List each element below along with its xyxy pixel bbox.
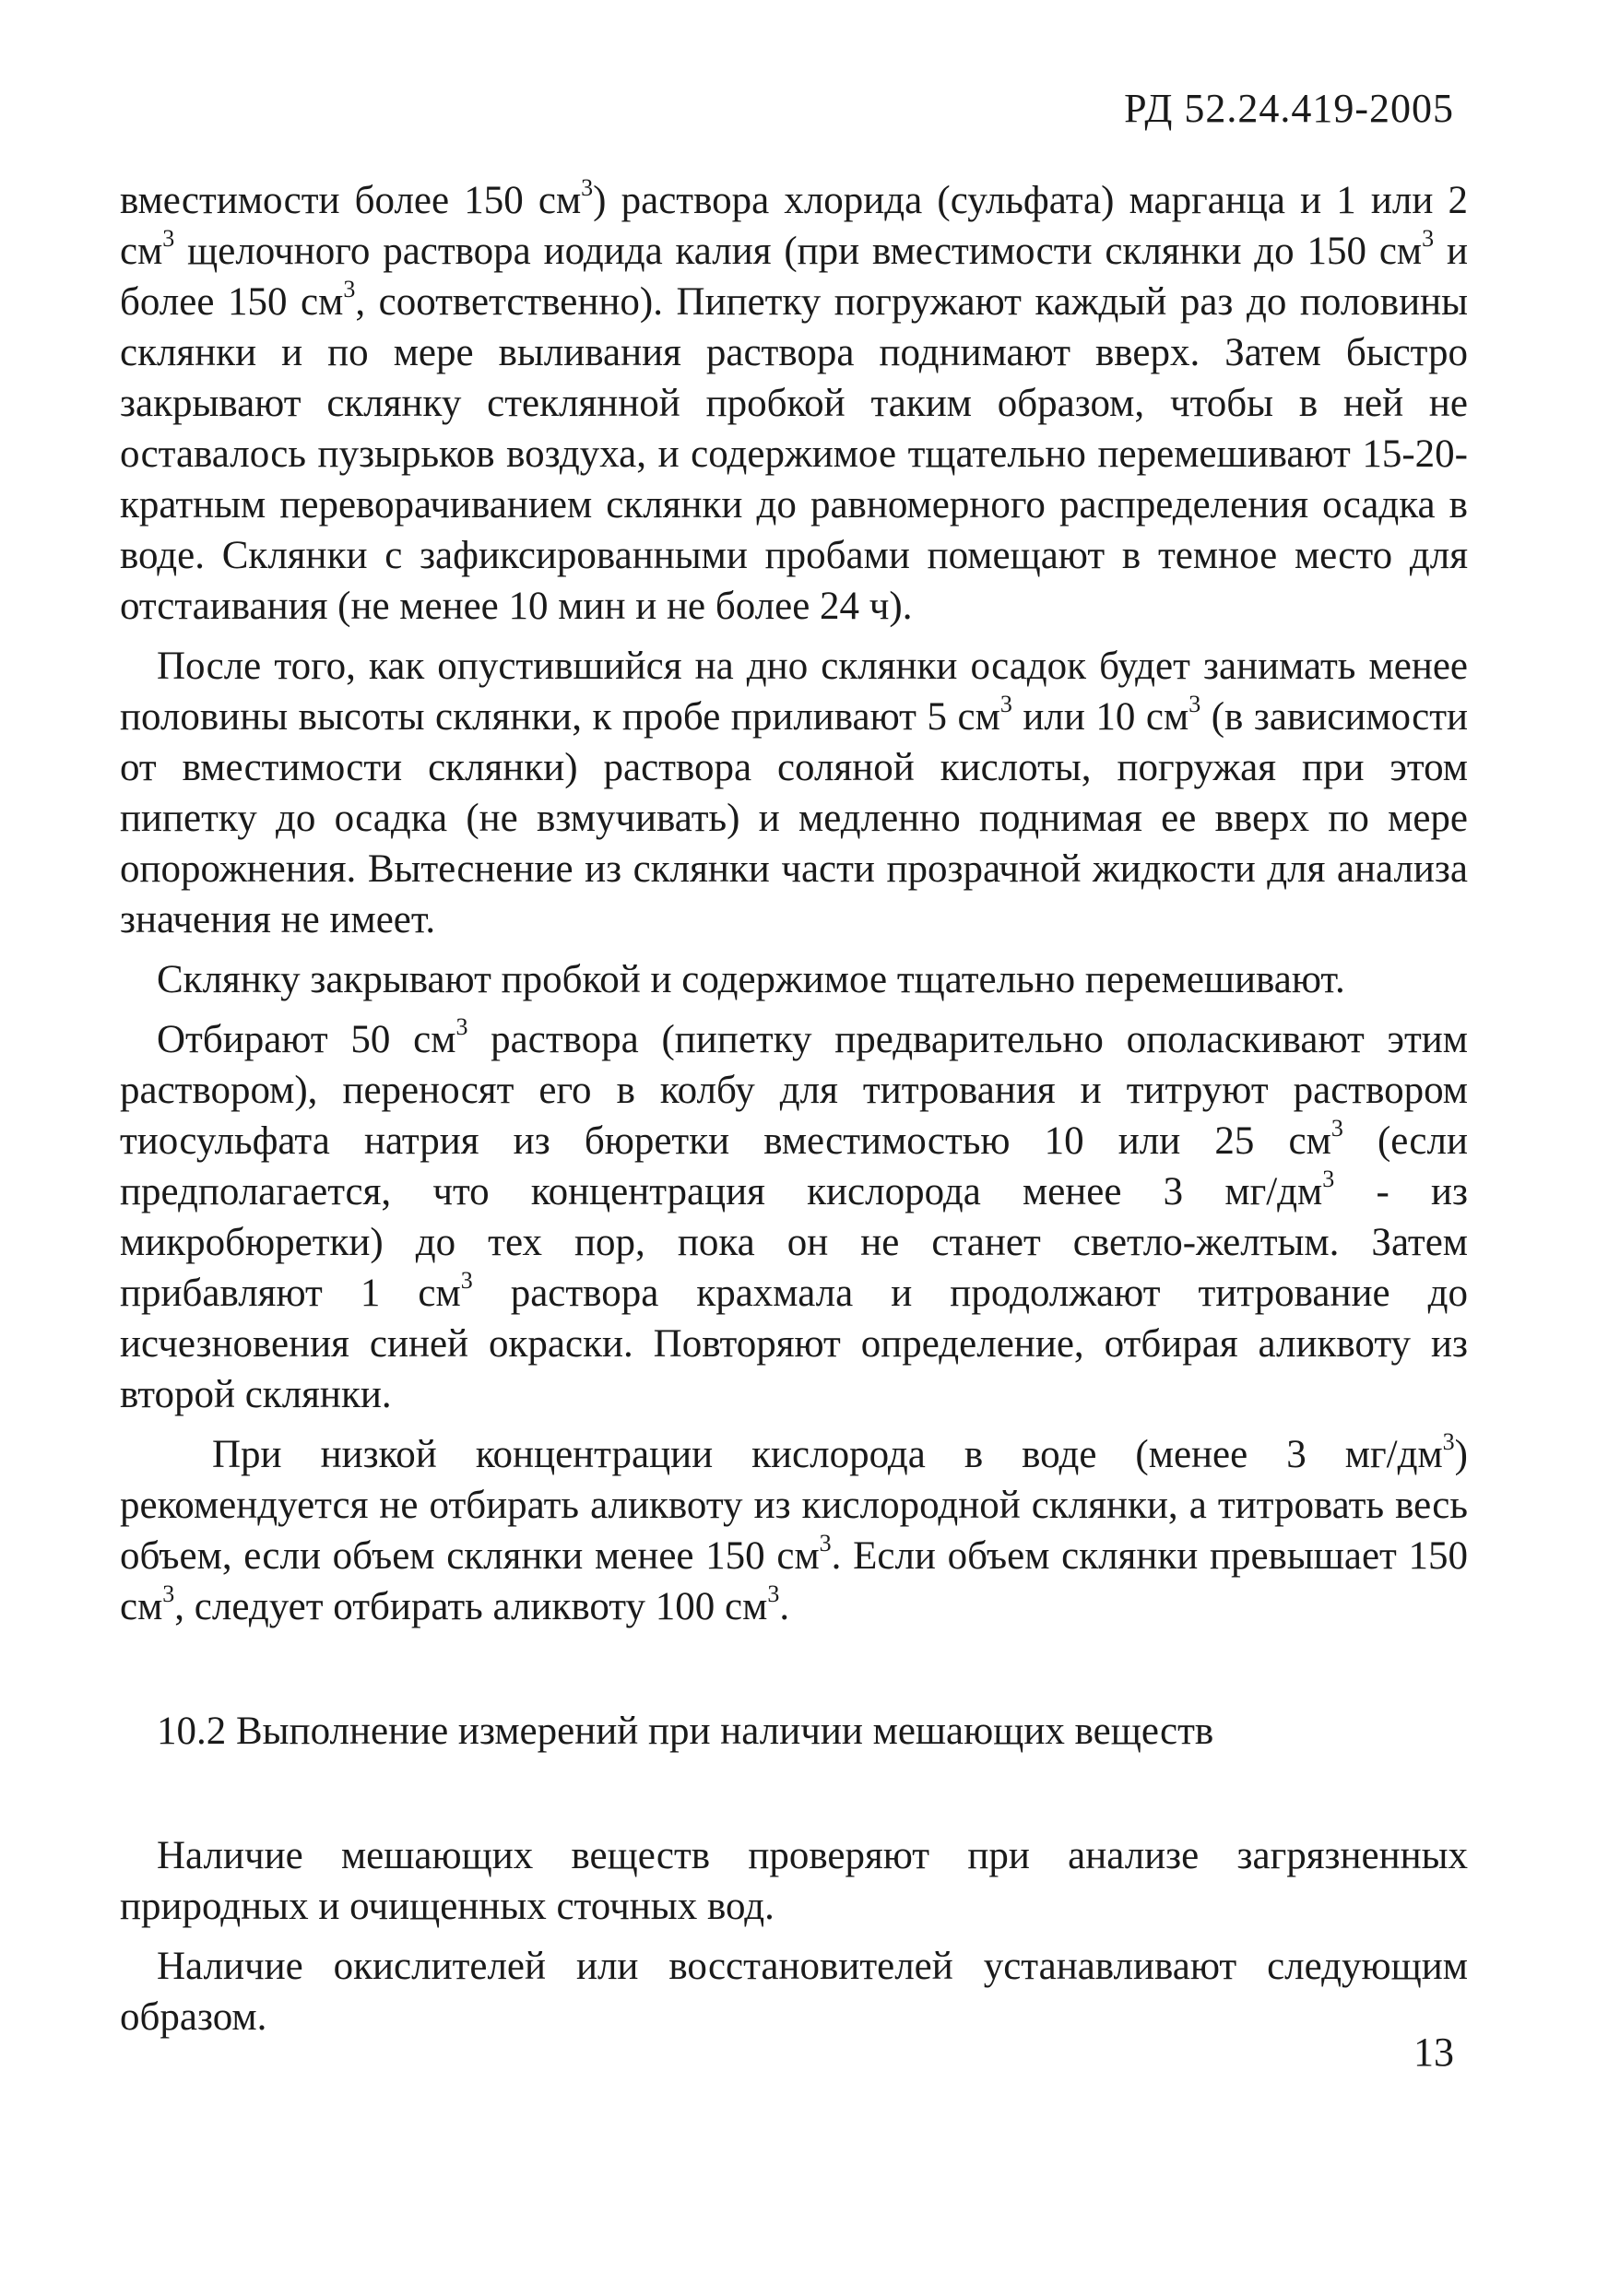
text-fragment: . Если объем склянки превышает 150 см <box>120 1534 1469 1628</box>
superscript: 3 <box>581 173 594 201</box>
text-fragment: (в зависимости от вместимости склянки) раствора соляной кислоты, погружая при этом пипетку до осадка (не взмучивать) и медленно поднимая ее вверх по мере опорожнения. Вытеснение из склянки части прозрачной жидкости для анализа значения не имеет. <box>120 695 1469 941</box>
text-fragment: Наличие окислителей или восстановителей устанавливают следующим образом. <box>120 1945 1468 2039</box>
paragraph-mixing <box>120 954 1468 1005</box>
text-fragment: и более 150 см <box>120 230 1468 324</box>
superscript: 3 <box>1442 1427 1455 1455</box>
superscript: 3 <box>460 1266 473 1294</box>
text-fragment: Наличие мешающих веществ проверяют при анализе загрязненных природных и очищенных сточных вод. <box>120 1834 1468 1928</box>
document-code: РД 52.24.419-2005 <box>1124 86 1454 131</box>
superscript: 3 <box>819 1529 832 1556</box>
paragraph-oxidizers <box>120 1941 1468 2042</box>
superscript: 3 <box>455 1012 468 1040</box>
text-fragment: вместимости более 150 см <box>120 179 582 222</box>
text-fragment: раствора крахмала и продолжают титрование до исчезновения синей окраски. Повторяют определение, отбирая аликвоту из второй склянки. <box>120 1272 1468 1416</box>
text-fragment: (если предполагается, что концентрация кислорода менее 3 мг/дм <box>120 1119 1468 1213</box>
text-fragment: Отбирают 50 см <box>157 1018 456 1061</box>
text-fragment: Склянку закрывают пробкой и содержимое тщательно перемешивают. <box>157 958 1345 1001</box>
superscript: 3 <box>999 690 1012 717</box>
text-fragment: . <box>779 1585 790 1628</box>
paragraph-interfering-check <box>120 1830 1468 1932</box>
text-fragment: раствора (пипетку предварительно ополаскивают этим раствором), переносят его в колбу для титрования и титруют раствором тиосульфата натрия из бюретки вместимостью 10 или 25 см <box>120 1018 1468 1163</box>
paragraph-reagent-addition <box>120 175 1468 632</box>
document-body <box>120 175 1468 2042</box>
text-fragment: , соответственно). Пипетку погружают каждый раз до половины склянки и по мере выливания раствора поднимают вверх. Затем быстро закрывают склянку стеклянной пробкой таким образом, чтобы в ней не оставалось пузырьков воздуха, и содержимое тщательно перемешивают 15-20-кратным переворачиванием склянки до равномерного распределения осадка в воде. Склянки с зафиксированными пробами помещают в темное место для отстаивания (не менее 10 мин и не более 24 ч). <box>120 280 1468 628</box>
text-fragment: , следует отбирать аликвоту 100 см <box>174 1585 768 1628</box>
paragraph-low-concentration <box>120 1429 1468 1632</box>
section-heading: 10.2 Выполнение измерений при наличии мешающих веществ <box>157 1710 1214 1753</box>
superscript: 3 <box>1422 224 1435 252</box>
text-fragment: ) раствора хлорида (сульфата) марганца и 1 или 2 см <box>120 179 1468 273</box>
superscript: 3 <box>1322 1165 1335 1192</box>
superscript: 3 <box>162 1580 175 1607</box>
superscript: 3 <box>1330 1114 1343 1142</box>
text-fragment: При низкой концентрации кислорода в воде (менее 3 мг/дм <box>212 1433 1443 1476</box>
superscript: 3 <box>1188 690 1201 717</box>
page-number: 13 <box>1413 2030 1454 2075</box>
superscript: 3 <box>162 224 175 252</box>
superscript: 3 <box>343 275 356 302</box>
text-fragment: щелочного раствора иодида калия (при вместимости склянки до 150 см <box>174 230 1423 273</box>
text-fragment: ) рекомендуется не отбирать аликвоту из кислородной склянки, а титровать весь объем, если объем склянки менее 150 см <box>120 1433 1468 1578</box>
paragraph-titration <box>120 1014 1468 1420</box>
text-fragment: - из микробюретки) до тех пор, пока он не станет светло-желтым. Затем прибавляют 1 см <box>120 1170 1468 1315</box>
superscript: 3 <box>767 1580 780 1607</box>
text-fragment: или 10 см <box>1011 695 1189 739</box>
text-fragment: После того, как опустившийся на дно склянки осадок будет занимать менее половины высоты склянки, к пробе приливают 5 см <box>120 645 1468 739</box>
paragraph-acid-addition <box>120 641 1468 945</box>
